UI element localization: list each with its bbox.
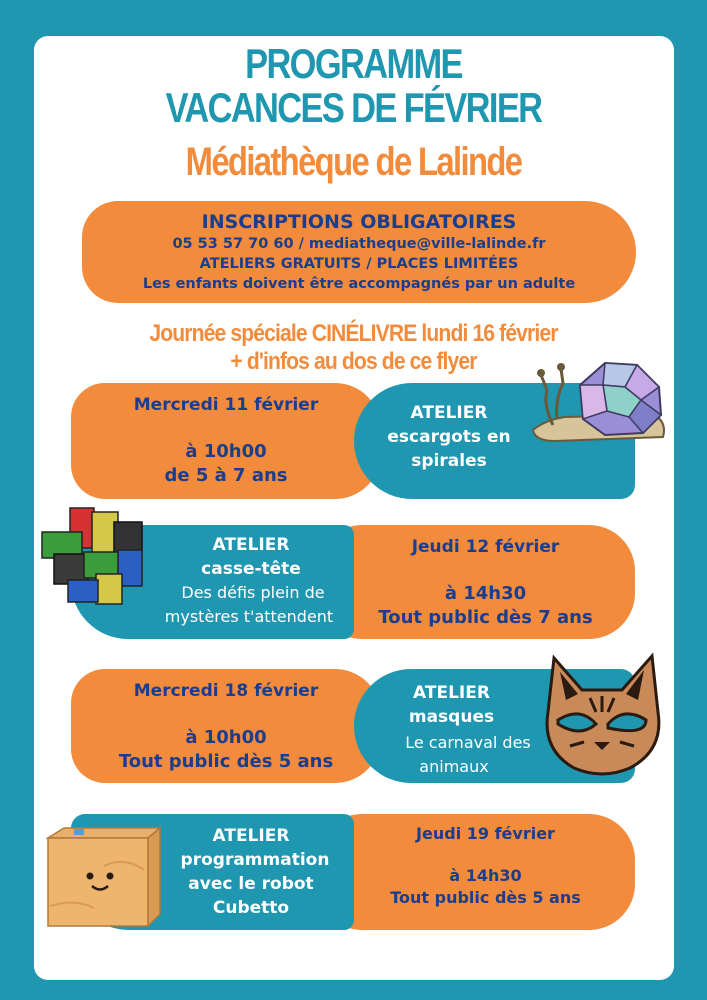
event-4-date-block xyxy=(316,814,635,930)
event-2-time: à 14h30 xyxy=(444,583,527,604)
event-3-date-block xyxy=(71,669,381,783)
event-4-name-l3: Cubetto xyxy=(212,898,290,918)
event-2-audience: Tout public dès 7 ans xyxy=(378,607,593,628)
event-4-audience: Tout public dès 5 ans xyxy=(390,888,581,907)
event-1-date-block xyxy=(71,383,381,499)
event-3-desc-l1: Le carnaval des xyxy=(405,733,531,752)
event-3-audience: Tout public dès 5 ans xyxy=(118,751,334,772)
event-3-atelier: ATELIER xyxy=(413,683,490,703)
event-3-desc-l2: animaux xyxy=(419,757,489,776)
registration-title: INSCRIPTIONS OBLIGATOIRES xyxy=(201,211,517,233)
event-4-name-l2: avec le robot xyxy=(188,874,314,894)
snail-icon xyxy=(525,345,670,460)
cat-mask-icon xyxy=(540,650,665,780)
event-2-desc-l2: mystères t'attendent xyxy=(164,607,334,626)
registration-free: ATELIERS GRATUITS / PLACES LIMITÉES xyxy=(199,256,519,272)
event-2-date: Jeudi 12 février xyxy=(411,537,560,557)
event-1-name-l2: spirales xyxy=(411,451,487,471)
event-2-name-l1: casse-tête xyxy=(201,559,301,579)
puzzle-cube-icon xyxy=(40,500,150,610)
event-3-name-l1: masques xyxy=(408,707,495,727)
title-mediatheque: Médiathèque de Lalinde xyxy=(185,140,522,184)
registration-note: Les enfants doivent être accompagnés par un adulte xyxy=(142,276,576,292)
event-4-date: Jeudi 19 février xyxy=(416,824,555,843)
event-1-name-l1: escargots en xyxy=(387,427,511,447)
title-programme: PROGRAMME xyxy=(245,40,462,87)
event-4-name-l1: programmation xyxy=(180,850,330,870)
event-1-atelier: ATELIER xyxy=(410,403,488,423)
special-day: Journée spéciale CINÉLIVRE lundi 16 février xyxy=(149,320,558,347)
title-vacances: VACANCES DE FÉVRIER xyxy=(165,84,542,131)
event-1-audience: de 5 à 7 ans xyxy=(164,465,288,486)
robot-cube-icon xyxy=(44,826,162,930)
registration-banner xyxy=(82,201,636,303)
event-2-atelier: ATELIER xyxy=(212,535,290,555)
event-3-date: Mercredi 18 février xyxy=(133,681,319,701)
special-info: + d'infos au dos de ce flyer xyxy=(230,348,477,375)
event-1-date: Mercredi 11 février xyxy=(133,395,319,415)
registration-contact[interactable]: 05 53 57 70 60 / mediatheque@ville-lalinde.fr xyxy=(172,236,546,252)
event-2-desc-l1: Des défis plein de xyxy=(181,583,325,602)
event-1-time: à 10h00 xyxy=(185,441,267,462)
event-3-time: à 10h00 xyxy=(185,727,267,748)
event-4-time: à 14h30 xyxy=(449,866,522,885)
event-4-atelier: ATELIER xyxy=(212,826,290,846)
